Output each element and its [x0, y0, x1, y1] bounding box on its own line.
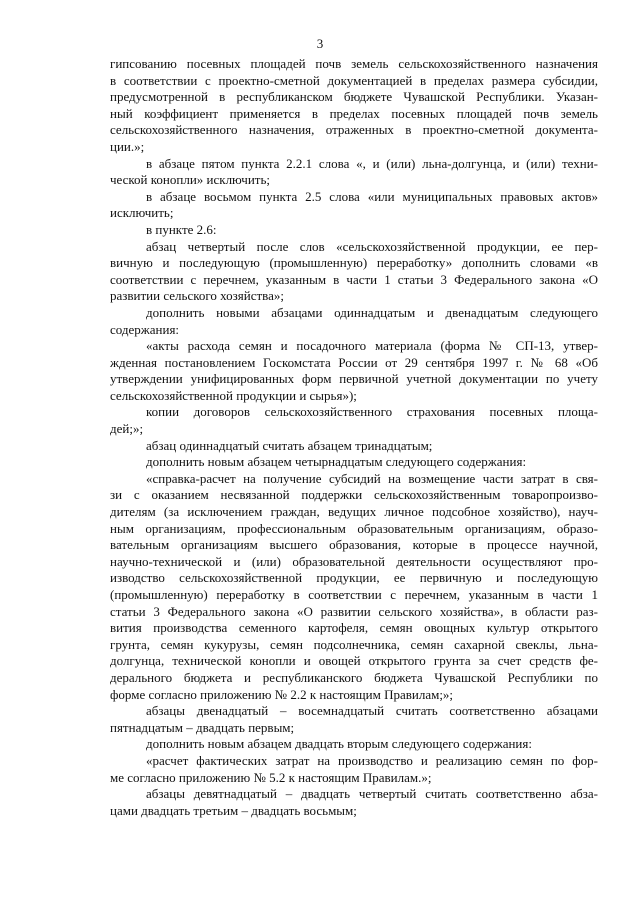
text-line: абзацы девятнадцатый – двадцать четвертый считать соответственно абза- [146, 786, 598, 802]
text-line: «справка-расчет на получение субсидий на возмещение части затрат в свя- [146, 470, 598, 486]
text-line: исключить; [110, 205, 174, 221]
text-line: (промышленную) переработку в соответствии с перечнем, указанным в части 1 [110, 587, 598, 602]
text-line: копии договоров сельскохозяйственного страхования посевных площа- [146, 404, 598, 420]
text-line: форме согласно приложению № 2.2 к настоящим Правилам;»; [110, 686, 454, 702]
paragraph [110, 222, 598, 239]
text-line: изводство сельскохозяйственной продукции, ее первичную и последующую [110, 570, 598, 586]
text-line: абзац четвертый после слов «сельскохозяйственной продукции, ее пер- [146, 238, 598, 254]
text-line: абзац одиннадцатый считать абзацем тринадцатым; [146, 437, 433, 453]
paragraph [110, 703, 598, 736]
paragraph [110, 56, 598, 156]
text-line: ции.»; [110, 138, 145, 154]
text-line: развитии сельского хозяйства»; [110, 288, 285, 304]
text-line: долгунца, технической конопли и овощей открытого грунта за счет средств фе- [110, 653, 598, 669]
text-line: в соответствии с проектно-сметной документацией в пределах размера субсидии, [110, 72, 598, 88]
paragraph [110, 471, 598, 703]
text-line: цами двадцать третьим – двадцать восьмым; [110, 802, 357, 818]
text-line: дей;»; [110, 421, 144, 437]
text-line: дополнить новым абзацем четырнадцатым следующего содержания: [146, 454, 527, 470]
paragraph [110, 454, 598, 471]
text-line: в абзаце пятом пункта 2.2.1 слова «, и (или) льна-долгунца, и (или) техни- [146, 155, 598, 171]
text-line: содержания: [110, 321, 180, 337]
text-line: ный коэффициент применяется в пределах посевных площадей почв земель [110, 105, 598, 121]
text-line: «расчет фактических затрат на производство и реализацию семян по фор- [146, 752, 598, 768]
paragraph [110, 239, 598, 305]
text-line: дополнить новым абзацем двадцать вторым следующего содержания: [146, 736, 532, 752]
text-line: вательным организациям высшего образования, которые в процессе научной, [110, 537, 598, 553]
text-line: утверждении унифицированных форм первичной учетной документации по учету [110, 371, 598, 387]
document-body [110, 56, 598, 819]
text-line: сельскохозяйственной продукции и сырья»); [110, 387, 357, 403]
text-line: пятнадцатым – двадцать первым; [110, 719, 295, 735]
paragraph [110, 338, 598, 404]
text-line: научно-технической и (или) образовательной деятельности осуществляют про- [110, 553, 598, 569]
paragraph [110, 404, 598, 437]
text-line: сельскохозяйственного назначения, отраженных в проектно-сметной документа- [110, 122, 598, 138]
page-number: 3 [316, 36, 324, 51]
text-line: грунта, семян кукурузы, семян подсолнечника, семян сахарной свеклы, льна- [110, 636, 598, 652]
text-line: предусмотренной в республиканском бюджете Чувашской Республики. Указан- [110, 89, 598, 105]
text-line: дополнить новыми абзацами одиннадцатым и двенадцатым следующего [146, 304, 598, 320]
text-line: ным организациям, профессиональным образовательным организациям, образо- [110, 520, 598, 536]
text-line: абзацы двенадцатый – восемнадцатый считать соответственно абзацами [146, 703, 598, 719]
text-line: ческой конопли» исключить; [110, 172, 270, 188]
text-line: «акты расхода семян и посадочного материала (форма № СП-13, утвер- [146, 338, 598, 354]
text-line: дителям (за исключением граждан, ведущих личное подсобное хозяйство), науч- [110, 504, 598, 520]
paragraph [110, 753, 598, 786]
paragraph [110, 189, 598, 222]
paragraph [110, 305, 598, 338]
text-line: вичную и последующую (промышленную) переработку» дополнить словами «в [110, 255, 598, 271]
paragraph [110, 736, 598, 753]
paragraph [110, 786, 598, 819]
text-line: соответствии с перечнем, указанным в части 1 статьи 3 Федерального закона «О [110, 271, 598, 287]
text-line: дерального бюджета и республиканского бюджета Чувашской Республики по [110, 669, 598, 685]
text-line: в пункте 2.6: [146, 221, 217, 237]
text-line: в абзаце восьмом пункта 2.5 слова «или муниципальных правовых актов» [146, 188, 598, 204]
paragraph [110, 156, 598, 189]
text-line: вития производства семенного картофеля, семян овощных культур открытого [110, 620, 598, 636]
text-line: ме согласно приложению № 5.2 к настоящим Правилам.»; [110, 769, 432, 785]
text-line: зи с оказанием несвязанной поддержки сельскохозяйственным товаропроизво- [110, 487, 598, 503]
text-line: статьи 3 Федерального закона «О развитии сельского хозяйства», в области раз- [110, 603, 598, 619]
paragraph [110, 438, 598, 455]
text-line: гипсованию посевных площадей почв земель сельскохозяйственного назначения [110, 56, 598, 71]
text-line: жденная постановлением Госкомстата России от 29 сентября 1997 г. № 68 «Об [110, 354, 598, 370]
